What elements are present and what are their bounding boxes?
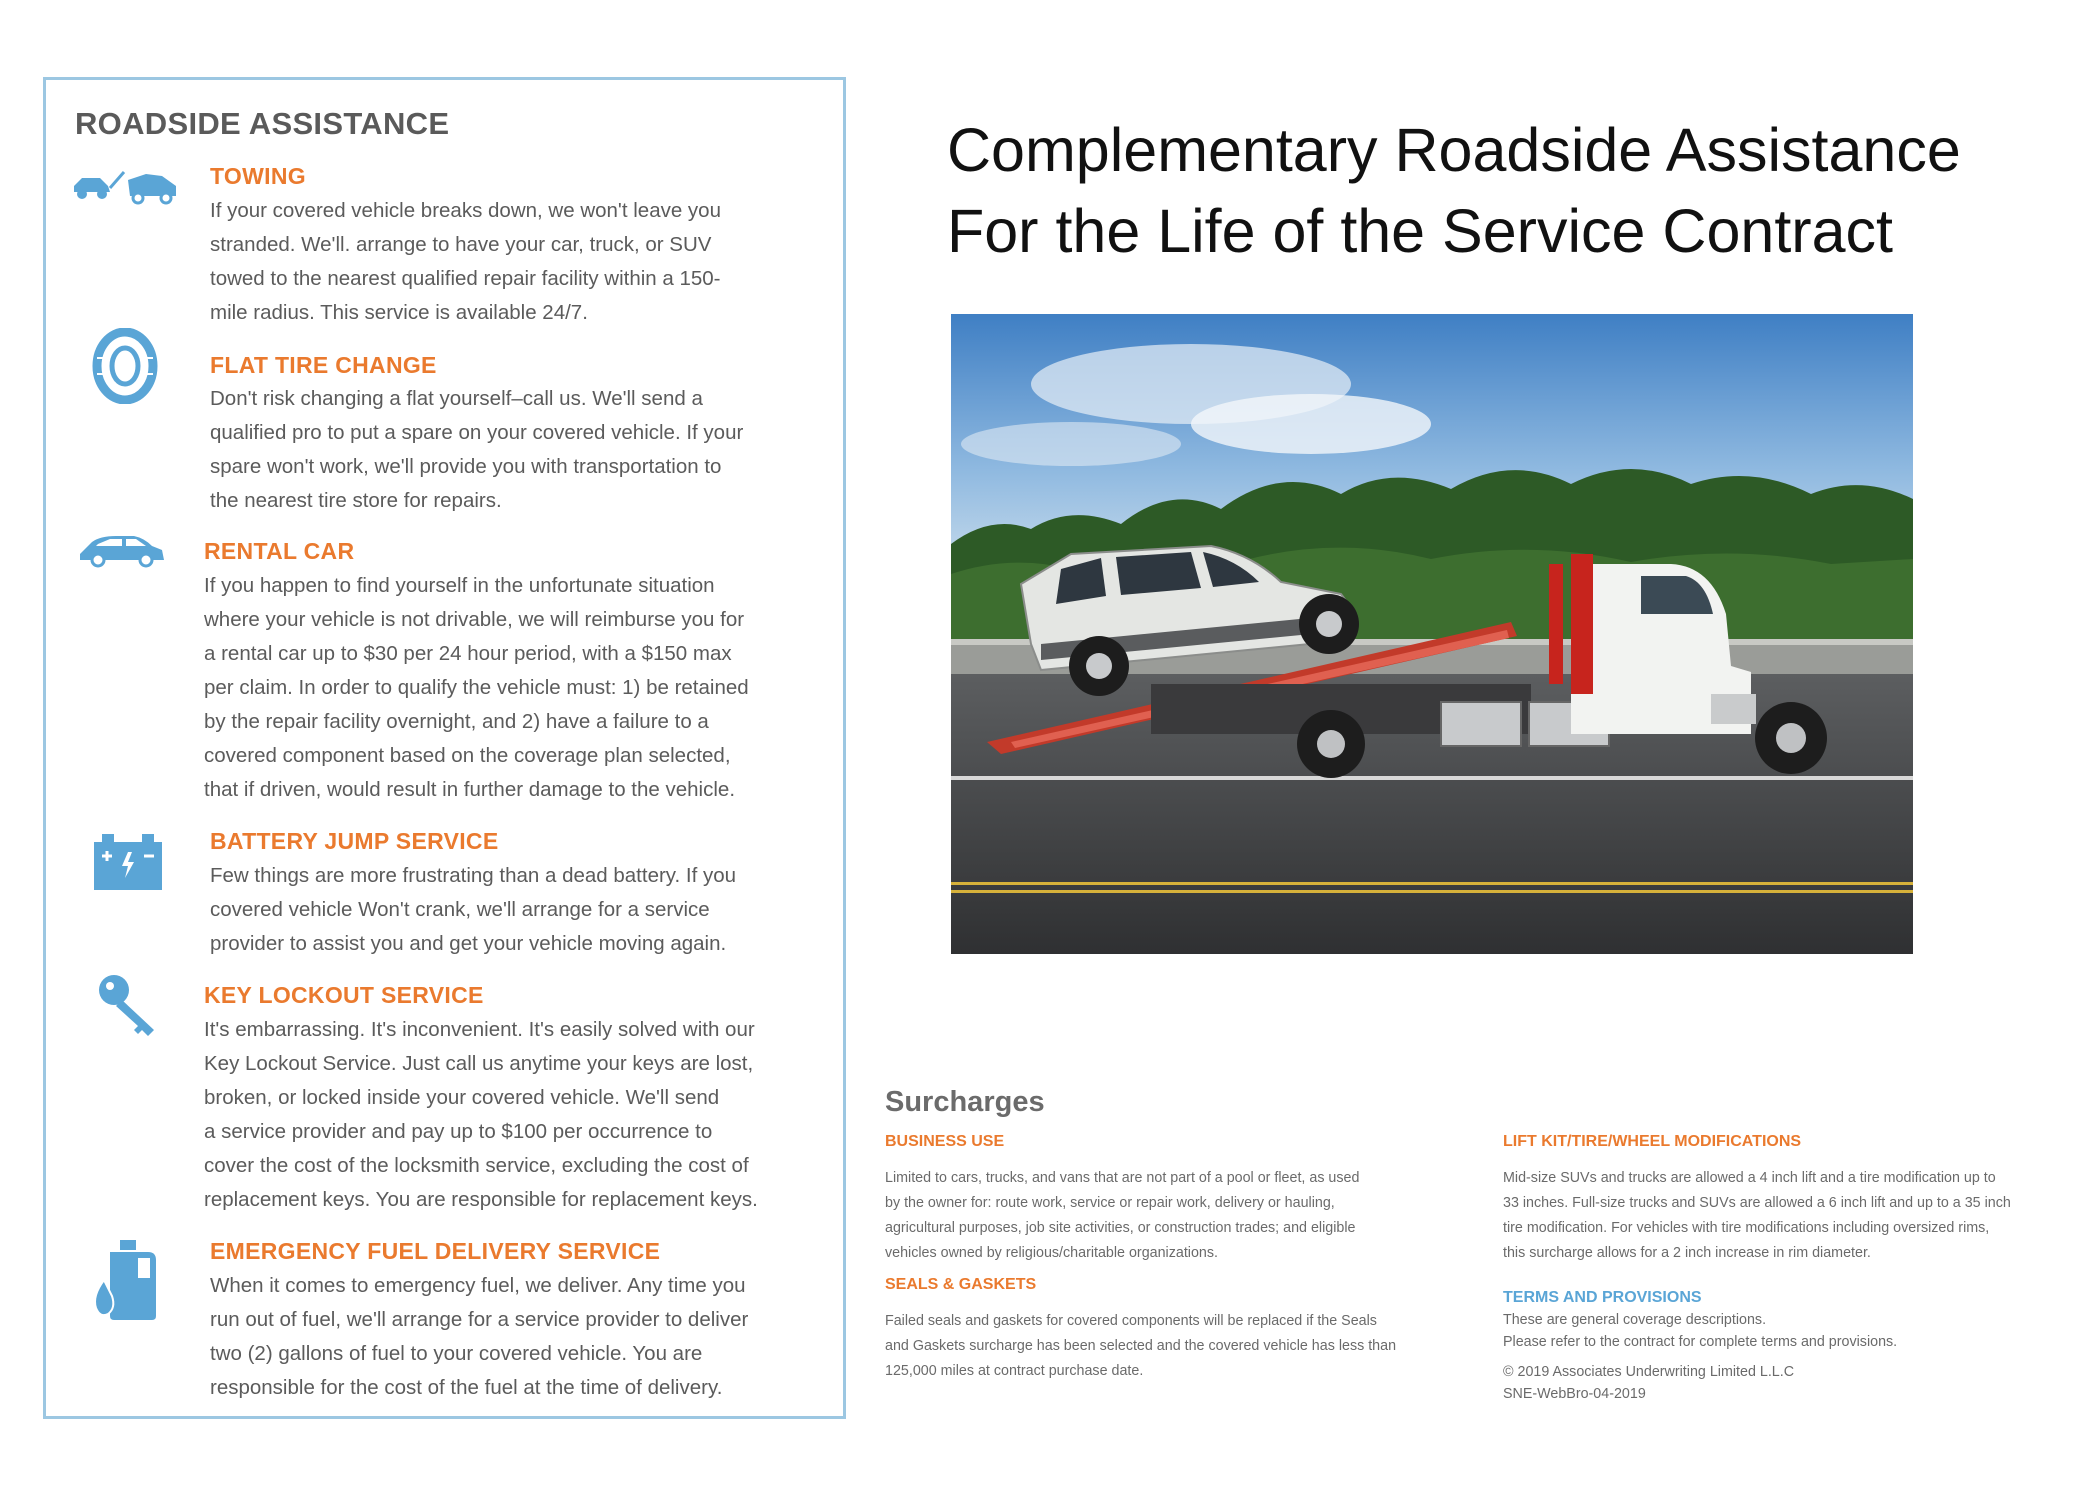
text-line: replacement keys. You are responsible for replacement keys. bbox=[204, 1188, 758, 1211]
car-icon bbox=[76, 532, 168, 568]
text-line: When it comes to emergency fuel, we deliver. Any time you bbox=[210, 1274, 746, 1297]
rental-car-text bbox=[204, 569, 834, 807]
text-line: tire modification. For vehicles with tire modifications including oversized rims, bbox=[1503, 1220, 1990, 1236]
key-icon bbox=[96, 972, 162, 1038]
page-headline bbox=[947, 110, 2047, 272]
text-line: broken, or locked inside your covered vehicle. We'll send bbox=[204, 1086, 720, 1109]
text-line: the nearest tire store for repairs. bbox=[210, 489, 502, 512]
text-line: Few things are more frustrating than a dead battery. If you bbox=[210, 864, 737, 887]
fuel-delivery-text bbox=[210, 1269, 840, 1405]
text-line: If you happen to find yourself in the unfortunate situation bbox=[204, 574, 715, 597]
text-line: this surcharge allows for a 2 inch increase in rim diameter. bbox=[1503, 1245, 1871, 1261]
text-line: by the owner for: route work, service or repair work, delivery or hauling, bbox=[885, 1195, 1335, 1211]
text-line: a rental car up to $30 per 24 hour period, with a $150 max bbox=[204, 642, 732, 665]
business-use-heading: BUSINESS USE bbox=[885, 1133, 1005, 1150]
business-use-text bbox=[885, 1166, 1465, 1266]
battery-heading: BATTERY JUMP SERVICE bbox=[210, 828, 499, 854]
headline-line: For the Life of the Service Contract bbox=[947, 197, 1893, 265]
text-line: covered component based on the coverage plan selected, bbox=[204, 744, 731, 767]
text-line: vehicles owned by religious/charitable organizations. bbox=[885, 1245, 1218, 1261]
headline-line: Complementary Roadside Assistance bbox=[947, 116, 1961, 184]
text-line: cover the cost of the locksmith service, excluding the cost of bbox=[204, 1154, 749, 1177]
terms-provisions-text bbox=[1503, 1309, 2073, 1405]
seals-gaskets-text bbox=[885, 1309, 1475, 1384]
text-line: covered vehicle Won't crank, we'll arrange for a service bbox=[210, 898, 710, 921]
tow-truck-icon bbox=[72, 166, 180, 206]
text-line: agricultural purposes, job site activities, or construction trades; and eligible bbox=[885, 1220, 1356, 1236]
fuel-can-icon bbox=[90, 1238, 162, 1322]
towing-heading: TOWING bbox=[210, 163, 306, 189]
text-line: spare won't work, we'll provide you with transportation to bbox=[210, 455, 722, 478]
text-line: and Gaskets surcharge has been selected and the covered vehicle has less than bbox=[885, 1338, 1397, 1354]
text-line: stranded. We'll. arrange to have your car, truck, or SUV bbox=[210, 233, 712, 256]
text-line: Mid-size SUVs and trucks are allowed a 4 inch lift and a tire modification up to bbox=[1503, 1170, 1996, 1186]
rental-car-heading: RENTAL CAR bbox=[204, 538, 355, 564]
lift-kit-heading: LIFT KIT/TIRE/WHEEL MODIFICATIONS bbox=[1503, 1133, 1802, 1150]
tow-truck-photo bbox=[951, 314, 1913, 954]
towing-text bbox=[210, 194, 822, 330]
flat-tire-heading: FLAT TIRE CHANGE bbox=[210, 352, 437, 378]
battery-icon bbox=[92, 832, 164, 892]
text-line: It's embarrassing. It's inconvenient. It's easily solved with our bbox=[204, 1018, 755, 1041]
tire-icon bbox=[92, 328, 158, 404]
lift-kit-text bbox=[1503, 1166, 2073, 1266]
battery-text bbox=[210, 859, 822, 961]
text-line: Please refer to the contract for complete terms and provisions. bbox=[1503, 1334, 1898, 1350]
text-line: a service provider and pay up to $100 per occurrence to bbox=[204, 1120, 713, 1143]
text-line: qualified pro to put a spare on your covered vehicle. If your bbox=[210, 421, 744, 444]
text-line: that if driven, would result in further damage to the vehicle. bbox=[204, 778, 736, 801]
text-line: provider to assist you and get your vehicle moving again. bbox=[210, 932, 727, 955]
text-line: run out of fuel, we'll arrange for a service provider to deliver bbox=[210, 1308, 749, 1331]
panel-title: ROADSIDE ASSISTANCE bbox=[75, 106, 450, 141]
roadside-assistance-panel bbox=[43, 77, 846, 1419]
text-line: Failed seals and gaskets for covered components will be replaced if the Seals bbox=[885, 1313, 1377, 1329]
text-line: two (2) gallons of fuel to your covered vehicle. You are bbox=[210, 1342, 703, 1365]
text-line: These are general coverage descriptions. bbox=[1503, 1312, 1767, 1328]
key-lockout-heading: KEY LOCKOUT SERVICE bbox=[204, 982, 484, 1008]
seals-gaskets-heading: SEALS & GASKETS bbox=[885, 1276, 1037, 1293]
text-line: by the repair facility overnight, and 2) have a failure to a bbox=[204, 710, 709, 733]
surcharges-title: Surcharges bbox=[885, 1086, 1045, 1118]
text-line: towed to the nearest qualified repair facility within a 150- bbox=[210, 267, 721, 290]
terms-provisions-heading: TERMS AND PROVISIONS bbox=[1503, 1289, 1702, 1306]
text-line: Limited to cars, trucks, and vans that are not part of a pool or fleet, as used bbox=[885, 1170, 1360, 1186]
text-line: responsible for the cost of the fuel at the time of delivery. bbox=[210, 1376, 723, 1399]
document-code: SNE-WebBro-04-2019 bbox=[1503, 1386, 1646, 1402]
text-line: 33 inches. Full-size trucks and SUVs are allowed a 6 inch lift and up to a 35 inch bbox=[1503, 1195, 2011, 1211]
copyright-text: © 2019 Associates Underwriting Limited L.L.C bbox=[1503, 1364, 1795, 1380]
fuel-delivery-heading: EMERGENCY FUEL DELIVERY SERVICE bbox=[210, 1238, 661, 1264]
flat-tire-text bbox=[210, 382, 822, 518]
key-lockout-text bbox=[204, 1013, 834, 1217]
text-line: mile radius. This service is available 24/7. bbox=[210, 301, 588, 324]
text-line: per claim. In order to qualify the vehicle must: 1) be retained bbox=[204, 676, 749, 699]
text-line: Key Lockout Service. Just call us anytime your keys are lost, bbox=[204, 1052, 754, 1075]
text-line: If your covered vehicle breaks down, we won't leave you bbox=[210, 199, 721, 222]
text-line: 125,000 miles at contract purchase date. bbox=[885, 1363, 1144, 1379]
text-line: where your vehicle is not drivable, we will reimburse you for bbox=[204, 608, 745, 631]
text-line: Don't risk changing a flat yourself–call us. We'll send a bbox=[210, 387, 703, 410]
